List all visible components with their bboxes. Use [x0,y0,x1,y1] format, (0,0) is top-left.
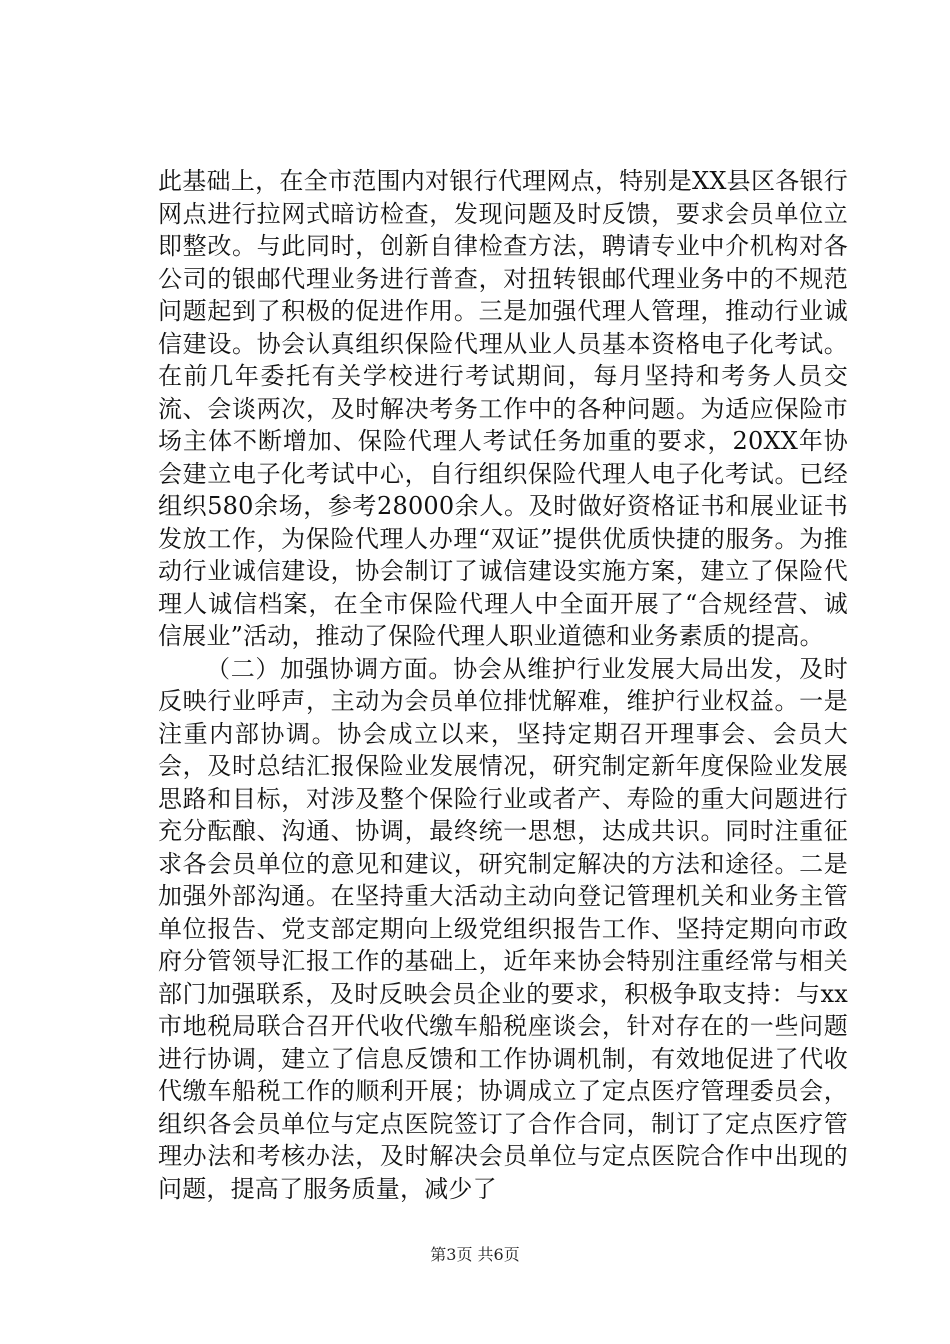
page-number-footer: 第3页 共6页 [430,1245,520,1264]
paragraph-continued: 此基础上，在全市范围内对银行代理网点，特别是XX县区各银行网点进行拉网式暗访检查，发现问题及时反馈，要求会员单位立即整改。与此同时，创新自律检查方法，聘请专业中介机构对各公司的银邮代理业务进行普查，对扭转银邮代理业务中的不规范问题起到了积极的促进作用。三是加强代理人管理，推动行业诚信建设。协会认真组织保险代理从业人员基本资格电子化考试。在前几年委托有关学校进行考试期间，每月坚持和考务人员交流、会谈两次，及时解决考务工作中的各种问题。为适应保险市场主体不断增加、保险代理人考试任务加重的要求，20XX年协会建立电子化考试中心，自行组织保险代理人电子化考试。已经组织580余场，参考28000余人。及时做好资格证书和展业证书发放工作，为保险代理人办理“双证”提供优质快捷的服务。为推动行业诚信建设，协会制订了诚信建设实施方案，建立了保险代理人诚信档案，在全市保险代理人中全面开展了“合规经营、诚信展业”活动，推动了保险代理人职业道德和业务素质的提高。 [158,167,848,650]
document-body [158,165,848,1205]
paragraph-coordination: （二）加强协调方面。协会从维护行业发展大局出发，及时反映行业呼声，主动为会员单位排忧解难，维护行业权益。一是注重内部协调。协会成立以来，坚持定期召开理事会、会员大会，及时总结汇报保险业发展情况，研究制定新年度保险业发展思路和目标，对涉及整个保险行业或者产、寿险的重大问题进行充分酝酿、沟通、协调，最终统一思想，达成共识。同时注重征求各会员单位的意见和建议，研究制定解决的方法和途径。二是加强外部沟通。在坚持重大活动主动向登记管理机关和业务主管单位报告、党支部定期向上级党组织报告工作、坚持定期向市政府分管领导汇报工作的基础上，近年来协会特别注重经常与相关部门加强联系，及时反映会员企业的要求，积极争取支持：与xx市地税局联合召开代收代缴车船税座谈会，针对存在的一些问题进行协调，建立了信息反馈和工作协调机制，有效地促进了代收代缴车船税工作的顺利开展；协调成立了定点医疗管理委员会，组织各会员单位与定点医院签订了合作合同，制订了定点医疗管理办法和考核办法，及时解决会员单位与定点医院合作中出现的问题，提高了服务质量，减少了 [158,654,848,1203]
